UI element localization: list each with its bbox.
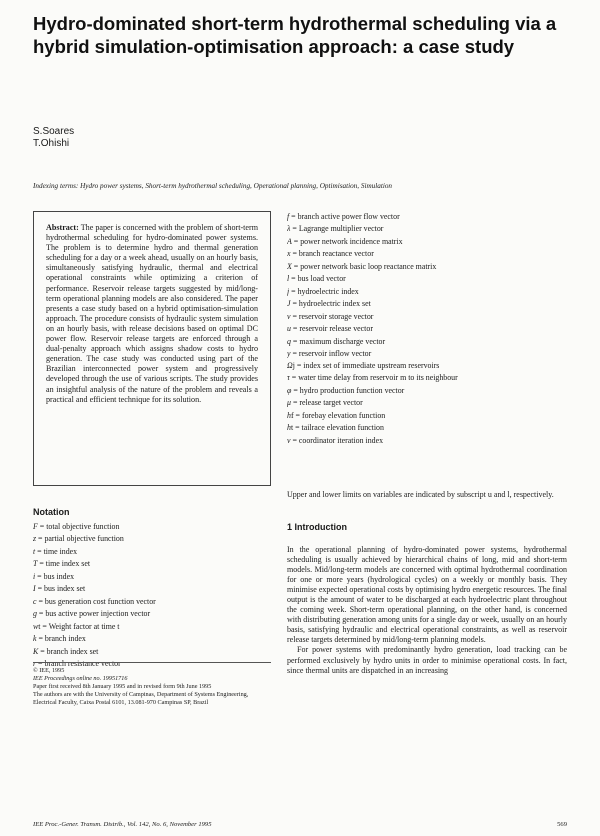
symbol: v [287, 435, 291, 445]
symbol-item [287, 397, 567, 409]
symbol: J [287, 299, 291, 309]
symbol-item [287, 236, 567, 248]
symbol-definition: = reservoir inflow vector [290, 348, 372, 358]
symbol-item [287, 211, 567, 223]
symbol: i [33, 571, 36, 581]
symbol-definition: = bus generation cost function vector [36, 596, 156, 606]
symbol-definition: t = Weight factor at time t [38, 621, 120, 631]
symbol-item [287, 223, 567, 235]
symbol: c [33, 596, 37, 606]
symbol-item [287, 311, 567, 323]
notation-item [33, 546, 273, 558]
symbol-item [287, 273, 567, 285]
notation-item [33, 596, 273, 608]
notation-item [33, 558, 273, 570]
symbol-item [287, 298, 567, 310]
footnote-line: © IEE, 1995 [33, 667, 65, 674]
index-terms [33, 182, 573, 191]
index-terms-label: Indexing terms: [33, 182, 79, 190]
symbol: z [33, 534, 37, 544]
symbol: v [287, 311, 291, 321]
notation-item [33, 571, 273, 583]
symbol-definition: = branch active power flow vector [289, 212, 400, 221]
symbol-item [287, 261, 567, 273]
abstract-label: Abstract: [46, 223, 79, 232]
symbol-definition: = power network incidence matrix [291, 236, 403, 246]
symbol-definition: = power network basic loop reactance matrix [291, 261, 437, 271]
symbol: y [287, 348, 291, 358]
footnote-line: The authors are with the University of Campinas, Department of Systems Engineering, Electrical Faculty, Caixa Postal 6101, 13.081-970 Campinas SP, Brazil [33, 690, 249, 706]
symbol-list [287, 211, 567, 447]
index-terms-values: Hydro power systems, Short-term hydrothermal scheduling, Operational planning, Optimisation, Simulation [80, 182, 393, 190]
symbol: w [33, 621, 39, 631]
symbol-item [287, 435, 567, 447]
notation-heading: Notation [33, 507, 70, 517]
notation-item [33, 646, 273, 658]
notation-item [33, 533, 273, 545]
abstract-paragraph [46, 223, 258, 405]
symbol-item [287, 360, 567, 372]
footnote-line: IEE Proceedings online no. 19951716 [33, 674, 128, 682]
author-name: S.Soares [33, 126, 75, 137]
introduction-paragraph: For power systems with predominantly hydro generation, load tracking can be performed exclusively by hydro units in order to minimise operational costs. In fact, since thermal units are dispatched in an increasing [287, 645, 567, 675]
symbol: h [287, 410, 291, 420]
notation-item [33, 633, 273, 645]
symbol-definition: j = index set of immediate upstream reservoirs [292, 361, 440, 371]
symbol: l [287, 274, 290, 284]
symbol-definition: = reservoir storage vector [290, 311, 374, 321]
footnote-divider [33, 662, 271, 663]
symbol: k [33, 634, 37, 644]
notation-list [33, 521, 273, 670]
symbol: I [33, 584, 36, 594]
footnotes [33, 667, 273, 707]
introduction-paragraph: In the operational planning of hydro-dominated power systems, hydrothermal scheduling is usually achieved by hierarchical chains of long, mid and short-term models. Mid/long-term models are concerned with optimal hydrothermal coordination for one or more years (hydrological cycles) on a weekly or monthly basis. They minimise expected operational costs by optimising hydro energetic resources. The final output is the amount of water to be discharged at each hydroelectric plant throughout the coming week. Short-term operational planning, on the other hand, is concerned with distributing generation among units for a single day or week, usually on an hourly basis, satisfying hydraulic and electrical operational constraints, as well as reservoir release targets determined by mid/long-term planning models. [287, 545, 567, 645]
symbol-definition: = hydroelectric index [289, 286, 359, 296]
symbol: A [287, 236, 292, 246]
symbol-definition: = branch index set [38, 646, 99, 656]
notation-item [33, 521, 273, 533]
symbol: φ [287, 385, 292, 395]
symbol: μ [287, 398, 291, 408]
symbol: t [33, 546, 36, 556]
symbol-definition: = reservoir release vector [290, 324, 373, 334]
symbol-item [287, 373, 567, 383]
symbol-definition: = total objective function [37, 522, 120, 531]
symbol-definition: = hydroelectric index set [290, 299, 371, 309]
paper-title: Hydro-dominated short-term hydrothermal scheduling via a hybrid simulation-optimisation approach: a case study [33, 13, 557, 57]
symbol-definition: = coordinator iteration index [290, 435, 384, 445]
symbol-definition: = bus active power injection vector [36, 609, 151, 619]
symbol-item [287, 348, 567, 360]
symbol-item [287, 248, 567, 260]
symbol: f [287, 212, 290, 221]
author-name: T.Ohishi [33, 138, 70, 149]
symbol-definition: = bus load vector [289, 274, 346, 284]
notation-item [33, 621, 273, 633]
symbol: X [287, 261, 292, 271]
symbol: τ [287, 372, 290, 382]
symbol: x [287, 249, 291, 259]
symbol-definition: = branch index [36, 634, 86, 644]
symbol: T [33, 559, 38, 569]
symbol-item [287, 422, 567, 434]
symbol-item [287, 336, 567, 348]
symbol-definition: = branch resistance vector [36, 658, 121, 668]
symbol-item [287, 323, 567, 335]
symbol-definition: = Lagrange multiplier vector [290, 224, 384, 234]
journal-footer: IEE Proc.-Gener. Transm. Distrib., Vol. 142, No. 6, November 1995 [33, 821, 212, 828]
symbol-definition: = release target vector [290, 398, 363, 408]
symbol: F [33, 522, 38, 531]
symbol-item [287, 286, 567, 298]
symbol: r [33, 658, 37, 668]
symbol-definition: = bus index [35, 571, 75, 581]
symbol-definition: = time index set [37, 559, 91, 569]
symbol-definition: f = forebay elevation function [290, 410, 386, 420]
footnote-line: Paper first received 8th January 1995 and in revised form 9th June 1995 [33, 682, 212, 690]
symbol: q [287, 336, 291, 346]
symbol: K [33, 646, 39, 656]
symbol: g [33, 609, 37, 619]
symbol-definition: = water time delay from reservoir m to its neighbour [289, 372, 458, 382]
page-number: 569 [557, 821, 567, 828]
notation-item [33, 608, 273, 620]
symbol-definition: = maximum discharge vector [290, 336, 386, 346]
symbol-item [287, 410, 567, 422]
symbol: j [287, 286, 290, 296]
symbol: λ [287, 224, 291, 234]
abstract-box [33, 211, 271, 486]
symbol-definition: = hydro production function vector [291, 385, 405, 395]
symbol: Ω [287, 361, 293, 371]
introduction-heading: 1 Introduction [287, 522, 347, 532]
abstract-text: The paper is concerned with the problem of short-term hydrothermal scheduling for hydro-dominated power systems. The problem is to determine hydro and thermal generation scheduling for a day or a week ahead, usually on an hourly basis, simultaneously satisfying hydraulic, thermal and electrical operational constraints while optimizing a criterion of performance. Reservoir release targets suggested by mid/long-term operational planning models are also considered. The paper presents a case study based on a hybrid optimisation-simulation approach. The procedure consists of hydraulic system simulation on an hourly basis, with release decisions based on optimal DC power flow. Reservoir release targets are enforced through a dual-penalty approach which assigns shadow costs to hydro generation. The case study was conducted using part of the Brazilian interconnected power system and progressively developed through the use of various scripts. The study provides an insightful analysis of the nature of the problem and reveals a practical and efficient technique for its solution. [46, 223, 258, 404]
introduction-body [287, 545, 567, 676]
symbol-item [287, 385, 567, 397]
author-list [33, 126, 74, 150]
symbol-definition: = bus index set [35, 584, 86, 594]
symbol-definition: = partial objective function [36, 534, 124, 544]
symbol-definition: = branch reactance vector [290, 249, 374, 259]
notation-item [33, 583, 273, 595]
symbol: h [287, 423, 291, 433]
limits-note: Upper and lower limits on variables are indicated by subscript u and l, respectively. [287, 490, 554, 499]
symbol: u [287, 324, 291, 334]
symbol-definition: = time index [35, 546, 78, 556]
symbol-definition: t = tailrace elevation function [290, 423, 384, 433]
